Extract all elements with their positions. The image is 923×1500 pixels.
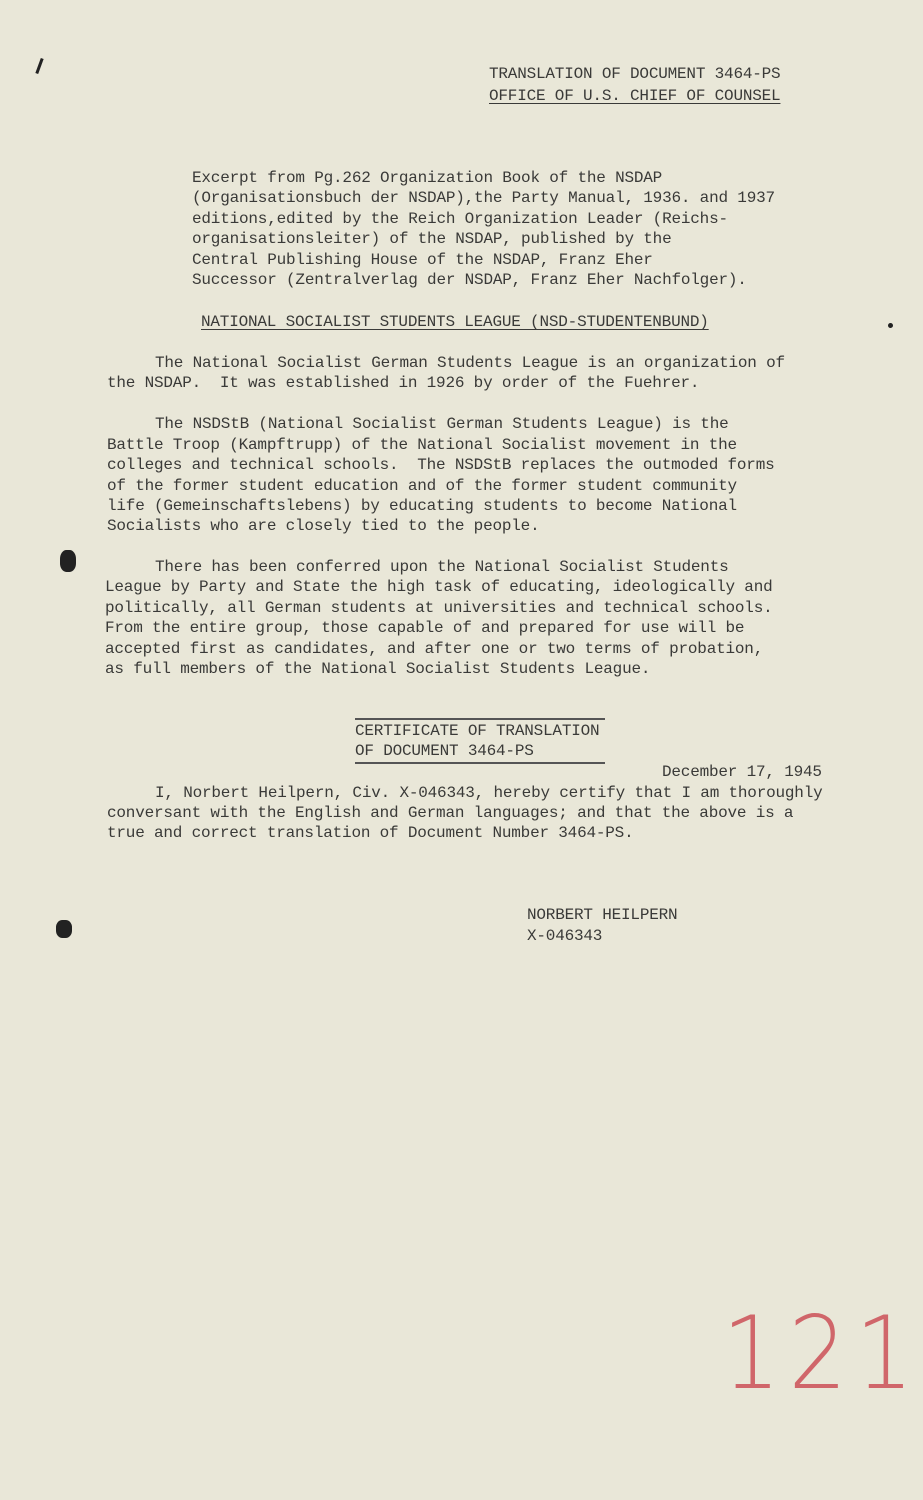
excerpt-line: Central Publishing House of the NSDAP, Franz Eher (192, 251, 653, 269)
section-heading: NATIONAL SOCIALIST STUDENTS LEAGUE (NSD-STUDENTENBUND) (201, 313, 709, 331)
handwritten-page-number: 121 (722, 1294, 922, 1413)
punch-hole-mark (60, 550, 76, 572)
paragraph-line: League by Party and State the high task of educating, ideologically and (105, 578, 773, 596)
excerpt-line: editions,edited by the Reich Organization Leader (Reichs- (192, 210, 728, 228)
certificate-body-line: conversant with the English and German languages; and that the above is a (107, 804, 794, 822)
certificate-date: December 17, 1945 (662, 763, 822, 781)
certificate-rule-bottom (355, 762, 605, 764)
signature-name: NORBERT HEILPERN (527, 906, 678, 924)
paragraph-line: of the former student education and of the former student community (107, 477, 737, 495)
certificate-title-2: OF DOCUMENT 3464-PS (355, 742, 534, 760)
paragraph-line: From the entire group, those capable of and prepared for use will be (105, 619, 745, 637)
paragraph-line: the NSDAP. It was established in 1926 by order of the Fuehrer. (107, 374, 700, 392)
certificate-title-1: CERTIFICATE OF TRANSLATION (355, 722, 600, 740)
punch-hole-mark (56, 920, 72, 938)
paragraph-line: accepted first as candidates, and after one or two terms of probation, (105, 640, 764, 658)
excerpt-line: organisationsleiter) of the NSDAP, published by the (192, 230, 672, 248)
paragraph-line: as full members of the National Socialist Students League. (105, 660, 651, 678)
ink-mark (35, 58, 43, 74)
paragraph-line: The National Socialist German Students League is an organization of (155, 354, 785, 372)
paragraph-line: Socialists who are closely tied to the people. (107, 517, 540, 535)
signature-id: X-046343 (527, 927, 603, 945)
certificate-body-line: true and correct translation of Document Number 3464-PS. (107, 824, 634, 842)
paragraph-line: life (Gemeinschaftslebens) by educating students to become National (107, 497, 737, 515)
paragraph-line: colleges and technical schools. The NSDStB replaces the outmoded forms (107, 456, 775, 474)
header-line-1: TRANSLATION OF DOCUMENT 3464-PS (489, 65, 781, 83)
certificate-body-line: I, Norbert Heilpern, Civ. X-046343, hereby certify that I am thoroughly (155, 784, 823, 802)
header-line-2: OFFICE OF U.S. CHIEF OF COUNSEL (489, 87, 781, 105)
paragraph-line: The NSDStB (National Socialist German Students League) is the (155, 415, 729, 433)
excerpt-line: Successor (Zentralverlag der NSDAP, Franz Eher Nachfolger). (192, 271, 747, 289)
paragraph-line: There has been conferred upon the National Socialist Students (155, 558, 729, 576)
ink-dot (888, 323, 893, 328)
excerpt-line: Excerpt from Pg.262 Organization Book of the NSDAP (192, 169, 663, 187)
paragraph-line: Battle Troop (Kampftrupp) of the National Socialist movement in the (107, 436, 737, 454)
certificate-rule-top (355, 718, 605, 720)
paragraph-line: politically, all German students at universities and technical schools. (105, 599, 773, 617)
excerpt-line: (Organisationsbuch der NSDAP),the Party Manual, 1936. and 1937 (192, 189, 775, 207)
